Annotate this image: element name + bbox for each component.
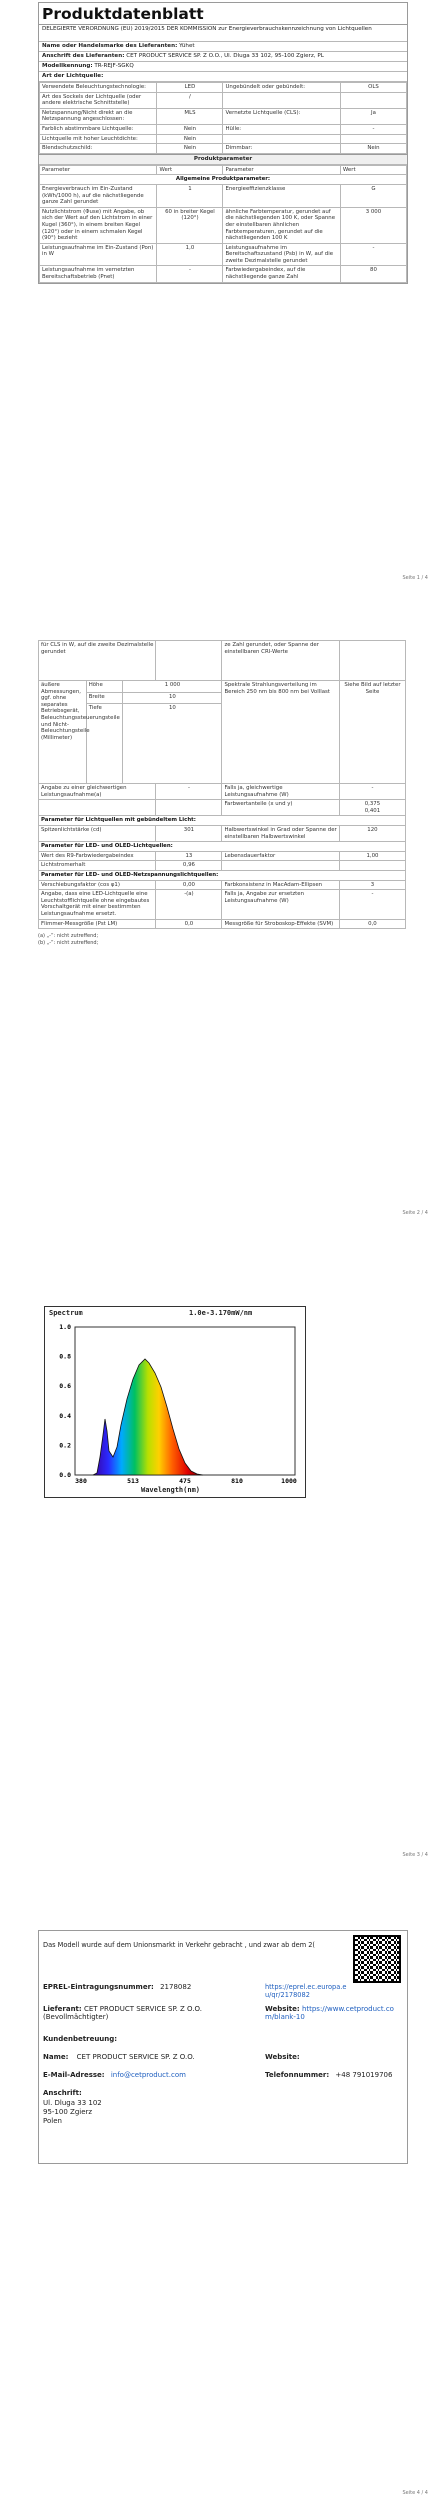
y-tick-label: 0.4	[59, 1411, 71, 1420]
y-tick-label: 0.6	[59, 1382, 71, 1391]
type-table	[39, 82, 407, 154]
name-value: CET PRODUCT SERVICE SP. Z O.O.	[76, 2053, 195, 2061]
supplier-name-row	[39, 42, 407, 52]
x-axis-label: Wavelength(nm)	[141, 1486, 201, 1494]
table-row	[39, 825, 406, 841]
param-cell: Wert des R9-Farbwiedergabeindex	[39, 851, 156, 861]
value-cell: 13	[156, 851, 222, 861]
param-cell: Art des Sockels der Lichtquelle (oder andere elektrische Schnittstelle)	[40, 92, 157, 108]
value-cell: -	[340, 243, 406, 266]
dimension-label: äußere Abmessungen, ggf. ohne separates Betriebsgerät, Beleuchtungssteuerungsteile und Nicht-Beleuchtungsteile (Millimeter)	[39, 681, 87, 784]
product-params-heading: Produktparameter	[39, 154, 407, 165]
value-cell: 0,0	[156, 919, 222, 929]
param-cell: Angabe, dass eine LED-Lichtquelle eine Leuchtstofflichtquelle ohne eingebautes Vorschaltgerät mit einer bestimmten Leistungsaufnahme ersetzt.	[39, 890, 156, 919]
value-cell: -	[339, 890, 405, 919]
page-title: Produktdatenblatt	[39, 3, 407, 25]
param-cell: Flimmer-Messgröße (Pst LM)	[39, 919, 156, 929]
param-cell: Lebensdauerfaktor	[222, 851, 339, 861]
value-cell: 1	[157, 184, 223, 207]
qr-code	[353, 1935, 401, 1983]
datasheet-page-4	[38, 1930, 408, 2164]
value-cell: Nein	[157, 134, 223, 144]
param-cell: Hülle:	[223, 124, 340, 134]
spectrum-label: Spectrum	[49, 1309, 83, 1317]
param-cell: Ungebündelt oder gebündelt:	[223, 83, 340, 93]
value-cell: /	[157, 92, 223, 108]
email-link[interactable]: info@cetproduct.com	[110, 2071, 186, 2079]
email-label: E-Mail-Adresse:	[43, 2071, 105, 2079]
table-row	[39, 784, 406, 800]
value-cell	[339, 861, 405, 871]
intro-text: Das Modell wurde auf dem Unionsmarkt in Verkehr gebracht , und zwar ab dem 2(	[43, 1941, 315, 1949]
spectrum-plot	[45, 1307, 305, 1497]
product-params-table	[39, 165, 407, 283]
param-cell: Leistungsaufnahme im vernetzten Bereitschaftsbetrieb (Pnet)	[40, 266, 157, 282]
value-cell: Nein	[157, 144, 223, 154]
table-row	[40, 124, 407, 134]
value-cell: Nein	[340, 144, 406, 154]
customer-service-heading: Kundenbetreuung:	[43, 2035, 118, 2043]
param-cell: Falls ja, Angabe zur ersetzten Leistungsaufnahme (W)	[222, 890, 339, 919]
table-row	[39, 890, 406, 919]
value-cell: -	[156, 784, 222, 800]
value-cell: -	[157, 266, 223, 282]
table-row	[40, 243, 407, 266]
table-row	[40, 184, 407, 207]
param-cell: Energieverbrauch im Ein-Zustand (kWh/1000 h), auf die nächstliegende ganze Zahl gerundet	[40, 184, 157, 207]
col-value: Wert	[340, 165, 406, 175]
value-cell: 0,00	[156, 880, 222, 890]
name-row	[43, 2053, 195, 2061]
y-tick-label: 0.8	[59, 1352, 71, 1361]
param-cell: Farbwiedergabeindex, auf die nächstliegende ganze Zahl	[223, 266, 340, 282]
value-cell: 120	[339, 825, 405, 841]
directional-heading: Parameter für Lichtquellen mit gebündeltem Licht:	[39, 816, 406, 826]
param-cell	[39, 800, 156, 816]
phone-value: +48 791019706	[335, 2071, 393, 2079]
value-cell: OLS	[340, 83, 406, 93]
supplier-row	[43, 2005, 223, 2021]
address-line: Polen	[43, 2117, 62, 2125]
supplier-label: Lieferant:	[43, 2005, 82, 2013]
address-line: Ul. Dluga 33 102	[43, 2099, 102, 2107]
table-row	[40, 92, 407, 108]
param-cell: für CLS in W, auf die zweite Dezimalstelle gerundet	[39, 641, 156, 681]
value-cell: 1,0	[157, 243, 223, 266]
param-cell	[223, 134, 340, 144]
x-tick-label: 1000	[281, 1477, 297, 1485]
dim-depth-label: Tiefe	[86, 704, 123, 784]
param-cell: Spitzenlichtstärke (cd)	[39, 825, 156, 841]
phone-label: Telefonnummer:	[265, 2071, 330, 2079]
website-label: Website:	[265, 2005, 300, 2013]
eprel-number: 2178082	[160, 1983, 192, 1991]
datasheet-page-2	[38, 640, 406, 947]
dim-width-label: Breite	[86, 692, 123, 704]
param-cell: Leistungsaufnahme im Bereitschaftszustand (Psb) in W, auf die zweite Dezimalstelle gerundet	[223, 243, 340, 266]
param-cell: Netzspannung/Nicht direkt an die Netzspannung angeschlossen:	[40, 108, 157, 124]
x-tick-label: 380	[75, 1477, 87, 1485]
param-cell: Falls ja, gleichwertige Leistungsaufnahme (W)	[222, 784, 339, 800]
param-cell: Blendschutzschild:	[40, 144, 157, 154]
value-cell: 60 in breiter Kegel (120°)	[157, 207, 223, 243]
table-row	[39, 861, 406, 871]
eprel-link[interactable]: https://eprel.ec.europa.eu/qr/2178082	[265, 1983, 347, 1999]
power-label: 1.0e-3.170mW/nm	[189, 1309, 253, 1317]
param-cell	[222, 861, 339, 871]
value-cell: -	[340, 124, 406, 134]
supplier-name: Yühet	[179, 43, 195, 49]
value-cell	[156, 641, 222, 681]
table-row	[39, 880, 406, 890]
x-tick-label: 810	[231, 1477, 243, 1485]
page-number: Seite 1 / 4	[402, 575, 428, 581]
value-cell: LED	[157, 83, 223, 93]
param-cell: Farbwertanteile (x und y)	[222, 800, 339, 816]
value-cell: G	[340, 184, 406, 207]
supplier-name-label: Name oder Handelsmarke des Lieferanten:	[42, 43, 178, 49]
supplier-address-label: Anschrift des Lieferanten:	[42, 53, 125, 59]
value-cell	[339, 641, 405, 681]
table-row	[39, 800, 406, 816]
param-cell: Farbkonsistenz in MacAdam-Ellipsen	[222, 880, 339, 890]
table-row	[39, 919, 406, 929]
address-block	[43, 2099, 102, 2126]
table-row	[40, 266, 407, 282]
led-heading: Parameter für LED- und OLED-Lichtquellen:	[39, 842, 406, 852]
value-cell: 3	[339, 880, 405, 890]
model-row	[39, 62, 407, 72]
name-label: Name:	[43, 2053, 69, 2061]
param-cell: Farblich abstimmbare Lichtquelle:	[40, 124, 157, 134]
table-row	[39, 641, 406, 681]
value-cell: Ja	[340, 108, 406, 124]
dim-height-value: 1 000	[123, 681, 222, 693]
table-row	[40, 108, 407, 124]
param-cell: Verschiebungsfaktor (cos φ1)	[39, 880, 156, 890]
email-row	[43, 2071, 186, 2079]
footnote: (a) „-“: nicht zutreffend;	[38, 933, 99, 940]
param-cell: ze Zahl gerundet, oder Spanne der einstellbaren CRI-Werte	[222, 641, 339, 681]
footnote: (b) „-“: nicht zutreffend;	[38, 940, 99, 947]
x-tick-label: 475	[179, 1477, 191, 1485]
param-cell: Halbwertswinkel in Grad oder Spanne der einstellbaren Halbwertswinkel	[222, 825, 339, 841]
value-cell: 0,375 0,401	[339, 800, 405, 816]
x-tick-label: 513	[127, 1477, 139, 1485]
params-header-row	[40, 165, 407, 175]
col-param: Parameter	[223, 165, 340, 175]
y-tick-label: 0.0	[59, 1471, 71, 1479]
general-heading: Allgemeine Produktparameter:	[40, 175, 407, 185]
value-cell: 80	[340, 266, 406, 282]
eprel-row	[43, 1983, 191, 1991]
y-tick-label: 1.0	[59, 1323, 71, 1331]
param-cell: Angabe zu einer gleichwertigen Leistungsaufnahme(a)	[39, 784, 156, 800]
table-row	[40, 207, 407, 243]
table-row	[40, 134, 407, 144]
model-label: Modellkennung:	[42, 63, 93, 69]
value-cell: 1,00	[339, 851, 405, 861]
spectral-value: Siehe Bild auf letzter Seite	[339, 681, 405, 784]
col-value: Wert	[157, 165, 223, 175]
spectral-label: Spektrale Strahlungsverteilung im Bereich 250 nm bis 800 nm bei Volllast	[222, 681, 339, 784]
address-label: Anschrift:	[43, 2089, 82, 2097]
value-cell: 301	[156, 825, 222, 841]
param-cell: Nutzlichtstrom (Φuse) mit Angabe, ob sich der Wert auf den Lichtstrom in einer Kugel (360°), in einem breiten Kegel (120°) oder in einem schmalen Kegel (90°) bezieht	[40, 207, 157, 243]
y-tick-label: 0.2	[59, 1441, 71, 1450]
param-cell: Verwendete Beleuchtungstechnologie:	[40, 83, 157, 93]
value-cell: 3 000	[340, 207, 406, 243]
dim-depth-value: 10	[123, 704, 222, 784]
model-id: TR-REJF-SGKQ	[94, 63, 134, 69]
param-cell: Dimmbar:	[223, 144, 340, 154]
supplier-value: CET PRODUCT SERVICE SP. Z O.O. (Bevollmächtigter)	[43, 2005, 202, 2021]
param-cell	[223, 92, 340, 108]
continuation-table	[38, 640, 406, 929]
page-number: Seite 4 / 4	[402, 2490, 428, 2496]
value-cell: 0,0	[339, 919, 405, 929]
regulation-text: DELEGIERTE VERORDNUNG (EU) 2019/2015 DER KOMMISSION zur Energieverbrauchskennzeichnung von Lichtquellen	[39, 25, 407, 42]
type-heading: Art der Lichtquelle:	[39, 72, 407, 82]
table-row	[40, 144, 407, 154]
website-link[interactable]: https://www.cetproduct.com/blank-10	[265, 2005, 394, 2021]
value-cell: -(a)	[156, 890, 222, 919]
value-cell: MLS	[157, 108, 223, 124]
col-param: Parameter	[40, 165, 157, 175]
dim-height-label: Höhe	[86, 681, 123, 693]
phone-row	[265, 2071, 392, 2079]
param-cell: Leistungsaufnahme im Ein-Zustand (Pon) in W	[40, 243, 157, 266]
mains-heading: Parameter für LED- und OLED-Netzspannungslichtquellen:	[39, 870, 406, 880]
page-number: Seite 3 / 4	[402, 1852, 428, 1858]
param-cell: Energieeffizienzklasse	[223, 184, 340, 207]
supplier-address: CET PRODUCT SERVICE SP. Z O.O., Ul. Dluga 33 102, 95-100 Zgierz, PL	[126, 53, 324, 59]
param-cell: Lichtquelle mit hoher Leuchtdichte:	[40, 134, 157, 144]
datasheet-page-1	[38, 2, 408, 284]
website2-label: Website:	[265, 2053, 300, 2061]
param-cell: Messgröße für Stroboskop-Effekte (SVM)	[222, 919, 339, 929]
dimension-row	[39, 681, 406, 693]
address-line: 95-100 Zgierz	[43, 2108, 93, 2116]
supplier-address-row	[39, 52, 407, 62]
value-cell: Nein	[157, 124, 223, 134]
table-row	[39, 851, 406, 861]
website-row	[265, 2005, 401, 2021]
value-cell	[340, 92, 406, 108]
dim-width-value: 10	[123, 692, 222, 704]
value-cell	[156, 800, 222, 816]
param-cell: ähnliche Farbtemperatur, gerundet auf die nächstliegenden 100 K, oder Spanne der einstellbaren ähnlichen Farbtemperaturen, gerundet auf die nächstliegenden 100 K	[223, 207, 340, 243]
param-cell: Vernetzte Lichtquelle (CLS):	[223, 108, 340, 124]
eprel-label: EPREL-Eintragungsnummer:	[43, 1983, 154, 1991]
value-cell: 0,96	[156, 861, 222, 871]
param-cell: Lichtstromerhalt	[39, 861, 156, 871]
value-cell	[340, 134, 406, 144]
value-cell: -	[339, 784, 405, 800]
page-number: Seite 2 / 4	[402, 1210, 428, 1216]
table-row	[40, 83, 407, 93]
spectrum-chart	[44, 1306, 306, 1498]
